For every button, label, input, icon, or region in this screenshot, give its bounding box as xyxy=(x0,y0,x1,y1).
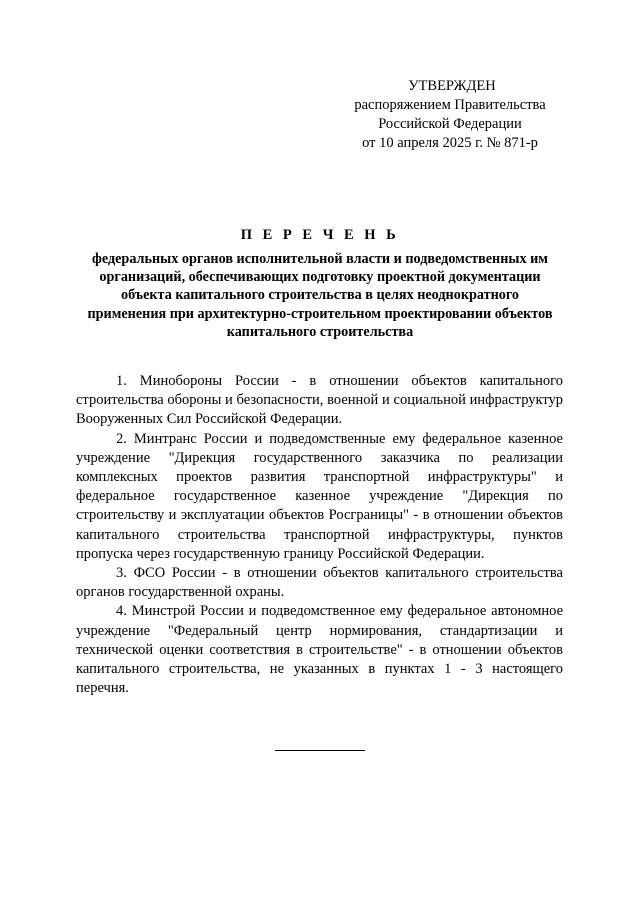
list-item-3: 3. ФСО России - в отношении объектов капитального строительства органов государственной охраны. xyxy=(76,565,563,601)
approval-line-1: распоряжением Правительства xyxy=(354,97,546,113)
document-title: П Е Р Е Ч Е Н Ь xyxy=(240,227,400,243)
approval-title: УТВЕРЖДЕН xyxy=(408,78,496,94)
approval-stamp xyxy=(330,77,570,153)
list-item-2: 2. Минтранс России и подведомственные ему федеральное казенное учреждение "Дирекция государственного заказчика по реализации комплексных проектов развития транспортной инфраструктуры" и федеральное государственное казенное учреждение "Дирекция по строительству и эксплуатации объектов Росграницы" - в отношении объектов капитального строительства транспортной инфраструктуры, пунктов пропуска через государственную границу Российской Федерации. xyxy=(76,430,563,562)
document-subtitle: федеральных органов исполнительной власти и подведомственных им организаций, обеспечивающих подготовку проектной документации объекта капитального строительства в целях неоднократного применения при архитектурно-строительном проектировании объектов капитального строительства xyxy=(87,251,553,340)
approval-line-2: Российской Федерации xyxy=(378,116,522,132)
list-item-1: 1. Минобороны России - в отношении объектов капитального строительства обороны и безопасности, военной и социальной инфраструктур Вооруженных Сил Российской Федерации. xyxy=(76,373,563,428)
list-item-4: 4. Минстрой России и подведомственное ему федеральное автономное учреждение "Федеральный центр нормирования, стандартизации и технической оценки соответствия в строительстве" - в отношении объектов капитального строительства, не указанных в пунктах 1 - 3 настоящего перечня. xyxy=(76,603,563,697)
approval-line-3: от 10 апреля 2025 г. № 871-р xyxy=(362,135,538,151)
end-divider xyxy=(275,750,365,751)
items-list xyxy=(76,372,563,698)
